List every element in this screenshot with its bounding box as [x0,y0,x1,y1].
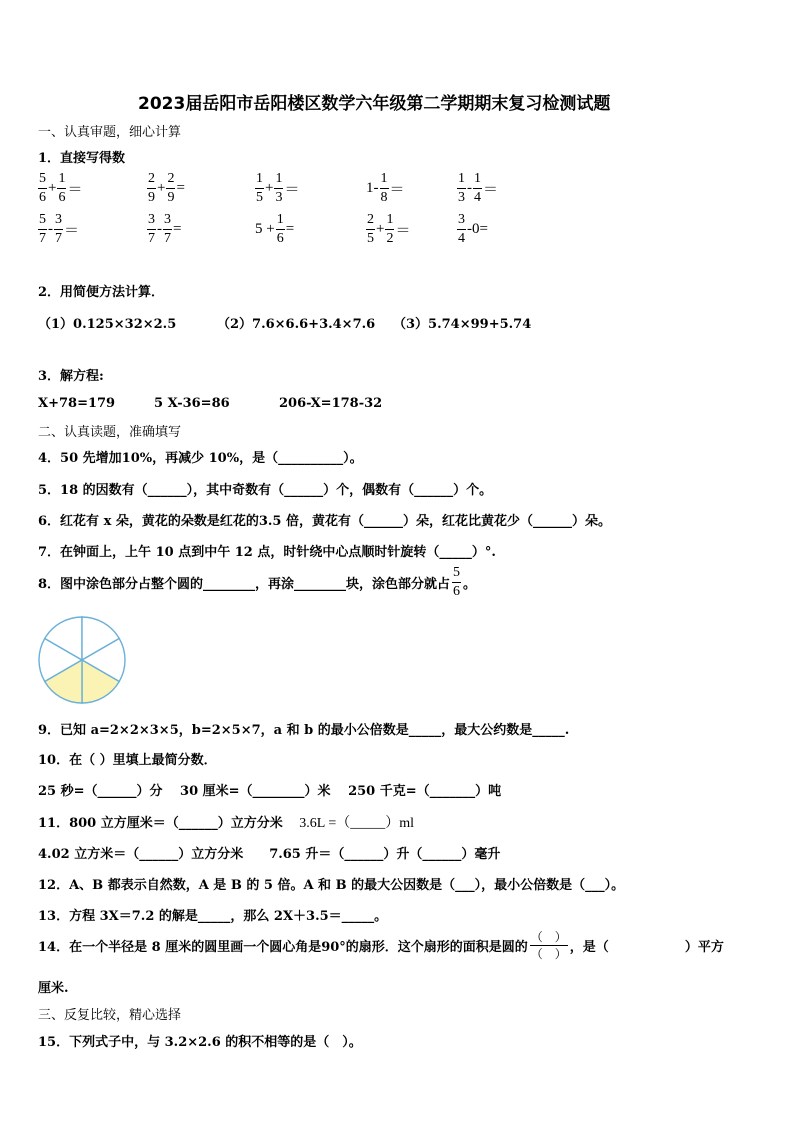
q1-fraction-a [38,172,47,205]
q14-fraction [530,931,568,960]
frac-den: 7 [164,231,171,246]
frac-den: 9 [167,190,175,205]
q1-equals: ＝ [67,182,83,198]
frac-den: 6 [58,190,66,205]
q3-item-2: 5 X-36=86 [154,396,230,411]
frac-num: 1 [58,171,66,186]
q1-expression [255,213,294,246]
q1-operator: - [467,180,472,196]
q11-part-a: 11．800 立方厘米＝（______）立方分米 [38,816,283,831]
frac-num: 2 [148,171,155,186]
q12-text: 12．A、B 都表示自然数，A 是 B 的 5 倍。A 和 B 的最大公因数是（___），最小公倍数是（___）。 [38,878,625,893]
q1-fraction-b [163,213,172,246]
q1-fraction-a [457,213,466,246]
q8-end: 。 [463,577,477,592]
q6-text: 6．红花有 x 朵，黄花的朵数是红花的3.5 倍，黄花有（______）朵，红花比黄花少（______）朵。 [38,514,611,529]
q10-label: 10．在（ ）里填上最简分数． [38,753,217,768]
q14-text: 14．在一个半径是 8 厘米的圆里画一个圆心角是90°的扇形．这个扇形的面积是圆的 [38,940,528,955]
section-1-heading: 一、认真审题，细心计算 [38,125,182,140]
q14-end: ）平方 [684,940,724,955]
frac-num: 1 [276,212,284,227]
frac-num: 1 [386,212,394,227]
q1-equals: -0= [467,221,488,237]
q8-circle-figure [36,614,128,706]
q1-fraction-b [54,213,63,246]
q13-text: 13．方程 3X＝7.2 的解是_____，那么 2X＋3.5＝_____。 [38,909,388,924]
frac-num: 3 [164,212,171,227]
q11-part-b: 3.6L =（_____）ml [299,816,415,831]
q10-line: 25 秒=（______）分 30 厘米=（________）米 250 千克=（_______）吨 [38,784,502,799]
frac-num: 5 [39,212,46,227]
q1-operator: + [157,180,166,196]
q1-operator: - [48,221,53,237]
q1-equals: ＝ [395,223,411,239]
frac-num: 1 [275,171,283,186]
frac-num: 1 [256,171,263,186]
q1-expression [255,172,299,205]
q8-fraction [452,566,461,599]
q2-item-3: （3）5.74×99+5.74 [393,317,532,332]
frac-num: 1 [474,171,481,186]
frac-num: 1 [458,171,465,186]
q1-equals: ＝ [284,182,300,198]
q8-frac-num: 5 [453,565,461,580]
q1-fraction-b [380,172,389,205]
q5-text: 5．18 的因数有（______），其中奇数有（______）个，偶数有（______）个。 [38,483,493,498]
q2-item-2: （2）7.6×6.6+3.4×7.6 [217,317,376,332]
q14-frac-num: （ ） [530,930,567,944]
q1-expression [38,172,82,205]
q14-frac-den: （ ） [530,947,567,961]
q11-line-1 [38,812,414,832]
q1-fraction-b [274,172,283,205]
frac-den: 7 [55,231,62,246]
q8-frac-den: 6 [453,584,461,599]
q14-line-2: 厘米. [38,981,69,996]
q1-operator: - [157,221,162,237]
q1-expression [366,172,405,205]
frac-den: 4 [474,190,481,205]
frac-den: 6 [39,190,46,205]
q1-fraction-a [366,213,375,246]
pie-sectors [39,617,125,703]
q1-equals: ＝ [64,223,80,239]
q1-expression [38,213,79,246]
q1-expression [366,213,410,246]
q1-expression [147,172,185,205]
q1-fraction-b [166,172,175,205]
q4-text: 4．50 先增加10%，再减少 10%，是（__________）。 [38,451,363,466]
q1-fraction-a [255,172,264,205]
q1-prefix: 5 + [255,221,275,237]
q3-item-3: 206-X=178-32 [279,396,383,411]
q1-equals: = [285,221,295,237]
frac-den: 7 [39,231,46,246]
frac-den: 7 [148,231,155,246]
q1-equals: = [173,221,182,237]
q1-fraction-b [385,213,394,246]
q1-fraction-b [473,172,482,205]
q1-fraction-a [38,213,47,246]
frac-num: 3 [148,212,155,227]
q1-expression [457,172,498,205]
section-2-heading: 二、认真读题，准确填写 [38,425,182,440]
q1-equals: = [176,180,185,196]
q14-line [38,931,724,960]
q2-label: 2．用简便方法计算． [38,285,165,300]
frac-num: 2 [367,212,374,227]
frac-num: 3 [55,212,62,227]
q14-mid: ，是（ [569,940,609,955]
q1-equals: ＝ [389,182,405,198]
frac-den: 4 [458,231,465,246]
frac-den: 5 [367,231,374,246]
section-3-heading: 三、反复比较，精心选择 [38,1008,182,1023]
q1-fraction-b [276,213,285,246]
q9-text: 9．已知 a=2×2×3×5，b=2×5×7，a 和 b 的最小公倍数是_____，最大公约数是_____. [38,723,570,738]
q3-item-1: X+78=179 [38,396,116,411]
q1-operator: + [265,180,274,196]
q1-label: 1．直接写得数 [38,151,126,166]
frac-den: 3 [275,190,283,205]
q1-operator: + [376,221,385,237]
frac-den: 9 [148,190,155,205]
q1-fraction-a [457,172,466,205]
frac-den: 5 [256,190,263,205]
frac-num: 3 [458,212,465,227]
q2-item-1: （1）0.125×32×2.5 [38,317,177,332]
q1-equals: ＝ [483,182,499,198]
frac-num: 2 [167,171,175,186]
q11-line-2: 4.02 立方米＝（______）立方分米 7.65 升＝（______）升（______）毫升 [38,847,501,862]
frac-den: 2 [386,231,394,246]
q1-operator: + [48,180,57,196]
frac-den: 6 [276,231,284,246]
frac-num: 1 [380,171,388,186]
q1-fraction-a [147,213,156,246]
q3-label: 3．解方程: [38,369,104,384]
q1-prefix: 1- [366,180,379,196]
frac-num: 5 [39,171,46,186]
q8-text: 8．图中涂色部分占整个圆的________，再涂________块，涂色部分就占 [38,577,451,592]
q7-text: 7．在钟面上，上午 10 点到中午 12 点，时针绕中心点顺时针旋转（_____）°. [38,545,496,560]
q1-expression [457,213,488,246]
page-title: 2023届岳阳市岳阳楼区数学六年级第二学期期末复习检测试题 [138,94,611,114]
q1-fraction-a [147,172,156,205]
q15-text: 15．下列式子中，与 3.2×2.6 的积不相等的是（ ）。 [38,1035,362,1050]
q1-fraction-b [57,172,66,205]
frac-den: 3 [458,190,465,205]
q1-expression [147,213,181,246]
q8-line [38,566,476,599]
frac-den: 8 [380,190,388,205]
